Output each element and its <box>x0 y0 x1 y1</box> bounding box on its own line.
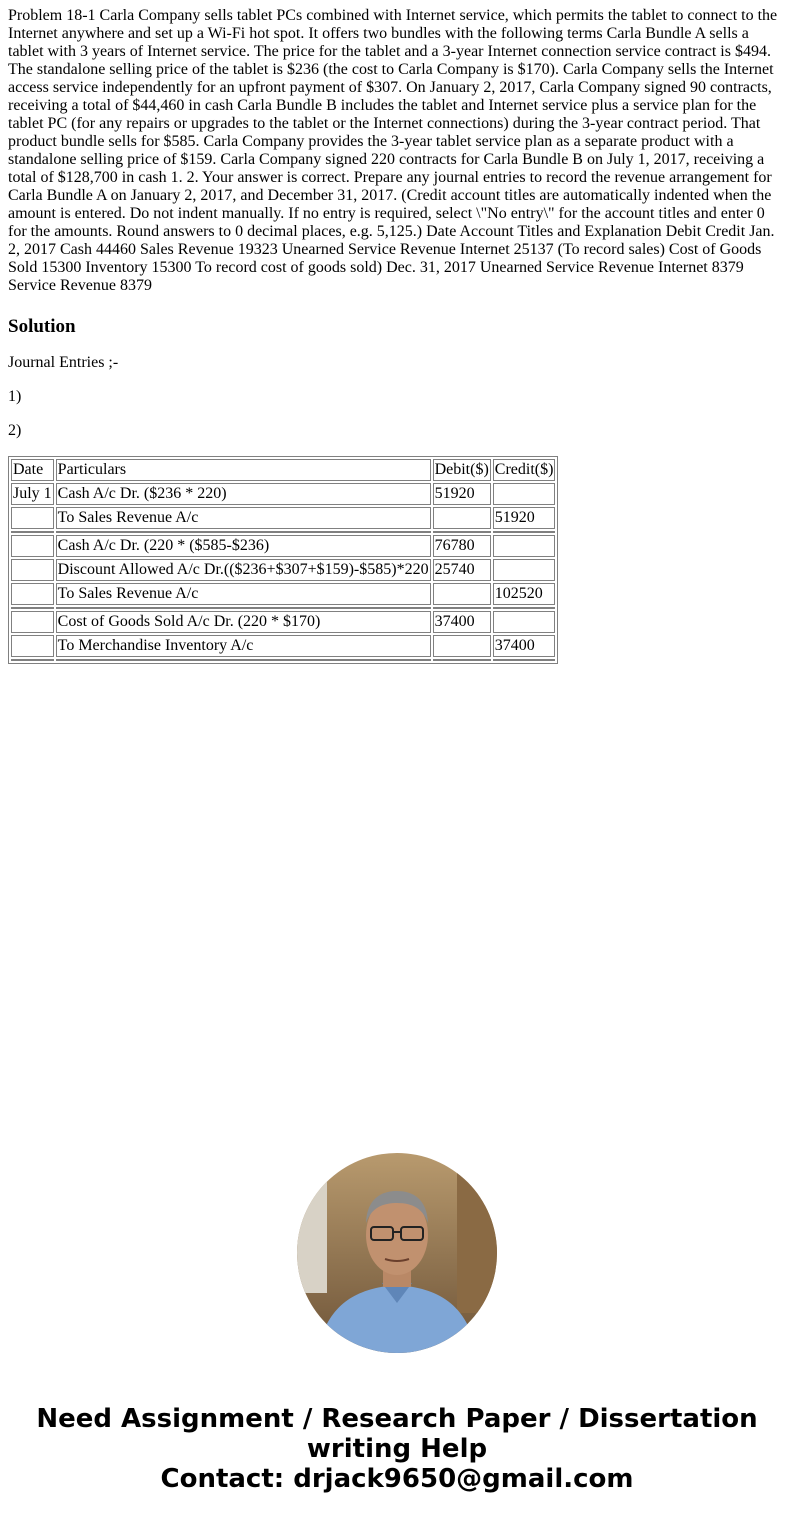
separator-cell <box>56 659 431 661</box>
table-row <box>11 483 555 505</box>
separator-cell <box>493 607 556 609</box>
separator-cell <box>433 607 491 609</box>
separator-cell <box>11 659 54 661</box>
table-cell: To Sales Revenue A/c <box>56 583 431 605</box>
column-header: Particulars <box>56 459 431 481</box>
table-cell <box>11 507 54 529</box>
avatar <box>297 1153 497 1353</box>
item-1-label: 1) <box>8 388 22 405</box>
promo-line-1: Need Assignment / Research Paper / Dissertation writing Help <box>36 1404 758 1464</box>
separator-cell <box>56 607 431 609</box>
table-cell: July 1 <box>11 483 54 505</box>
column-header: Debit($) <box>433 459 491 481</box>
table-row <box>11 559 555 581</box>
table-cell: 37400 <box>433 611 491 633</box>
column-header: Date <box>11 459 54 481</box>
separator-cell <box>433 659 491 661</box>
table-cell <box>11 635 54 657</box>
table-cell: Cost of Goods Sold A/c Dr. (220 * $170) <box>56 611 431 633</box>
table-separator-row <box>11 531 555 533</box>
table-cell <box>11 583 54 605</box>
table-separator-row <box>11 659 555 661</box>
table-cell <box>11 535 54 557</box>
table-cell: To Sales Revenue A/c <box>56 507 431 529</box>
table-cell: 25740 <box>433 559 491 581</box>
separator-cell <box>11 607 54 609</box>
table-row <box>11 611 555 633</box>
table-cell <box>11 611 54 633</box>
promo-contact: Contact: drjack9650@gmail.com <box>160 1464 634 1494</box>
separator-cell <box>56 531 431 533</box>
table-cell: Cash A/c Dr. (220 * ($585-$236) <box>56 535 431 557</box>
promo-text <box>0 1404 794 1494</box>
table-row <box>11 583 555 605</box>
separator-cell <box>493 659 556 661</box>
table-cell <box>493 611 556 633</box>
solution-heading: Solution <box>8 316 76 337</box>
table-cell: 51920 <box>493 507 556 529</box>
table-cell <box>433 635 491 657</box>
table-cell <box>433 583 491 605</box>
table-row <box>11 635 555 657</box>
column-header: Credit($) <box>493 459 556 481</box>
page-content <box>8 7 784 664</box>
table-cell <box>493 483 556 505</box>
journal-table <box>8 456 558 664</box>
separator-cell <box>433 531 491 533</box>
table-separator-row <box>11 607 555 609</box>
table-cell: 37400 <box>493 635 556 657</box>
table-cell: 51920 <box>433 483 491 505</box>
table-cell: 102520 <box>493 583 556 605</box>
separator-cell <box>493 531 556 533</box>
table-cell <box>493 559 556 581</box>
table-cell <box>433 507 491 529</box>
table-cell: Cash A/c Dr. ($236 * 220) <box>56 483 431 505</box>
table-cell <box>493 535 556 557</box>
problem-text: Problem 18-1 Carla Company sells tablet PCs combined with Internet service, which permits the tablet to connect to the Internet anywhere and set up a Wi-Fi hot spot. It offers two bundles with the following terms Carla Bundle A sells a tablet with 3 years of Internet service. The price for the tablet and a 3-year Internet connection service contract is $494. The standalone selling price of the tablet is $236 (the cost to Carla Company is $170). Carla Company sells the Internet access service independently for an upfront payment of $307. On January 2, 2017, Carla Company signed 90 contracts, receiving a total of $44,460 in cash Carla Bundle B includes the tablet and Internet service plus a service plan for the tablet PC (for any repairs or upgrades to the tablet or the Internet connections) during the 3-year contract period. That product bundle sells for $585. Carla Company provides the 3-year tablet service plan as a separate product with a standalone selling price of $159. Carla Company signed 220 contracts for Carla Bundle B on July 1, 2017, receiving a total of $128,700 in cash 1. 2. Your answer is correct. Prepare any journal entries to record the revenue arrangement for Carla Bundle A on January 2, 2017, and December 31, 2017. (Credit account titles are automatically indented when the amount is entered. Do not indent manually. If no entry is required, select \"No entry\" for the account titles and enter 0 for the amounts. Round answers to 0 decimal places, e.g. 5,125.) Date Account Titles and Explanation Debit Credit Jan. 2, 2017 Cash 44460 Sales Revenue 19323 Unearned Service Revenue Internet 25137 (To record sales) Cost of Goods Sold 15300 Inventory 15300 To record cost of goods sold) Dec. 31, 2017 Unearned Service Revenue Internet 8379 Service Revenue 8379 <box>8 7 778 294</box>
table-header-row <box>11 459 555 481</box>
footer <box>0 1150 794 1494</box>
table-cell: To Merchandise Inventory A/c <box>56 635 431 657</box>
table-row <box>11 507 555 529</box>
journal-label: Journal Entries ;- <box>8 354 119 371</box>
person-portrait-icon <box>297 1153 497 1353</box>
item-2-label: 2) <box>8 422 22 439</box>
table-row <box>11 535 555 557</box>
separator-cell <box>11 531 54 533</box>
table-cell: Discount Allowed A/c Dr.(($236+$307+$159)-$585)*220 <box>56 559 431 581</box>
table-cell: 76780 <box>433 535 491 557</box>
table-cell <box>11 559 54 581</box>
